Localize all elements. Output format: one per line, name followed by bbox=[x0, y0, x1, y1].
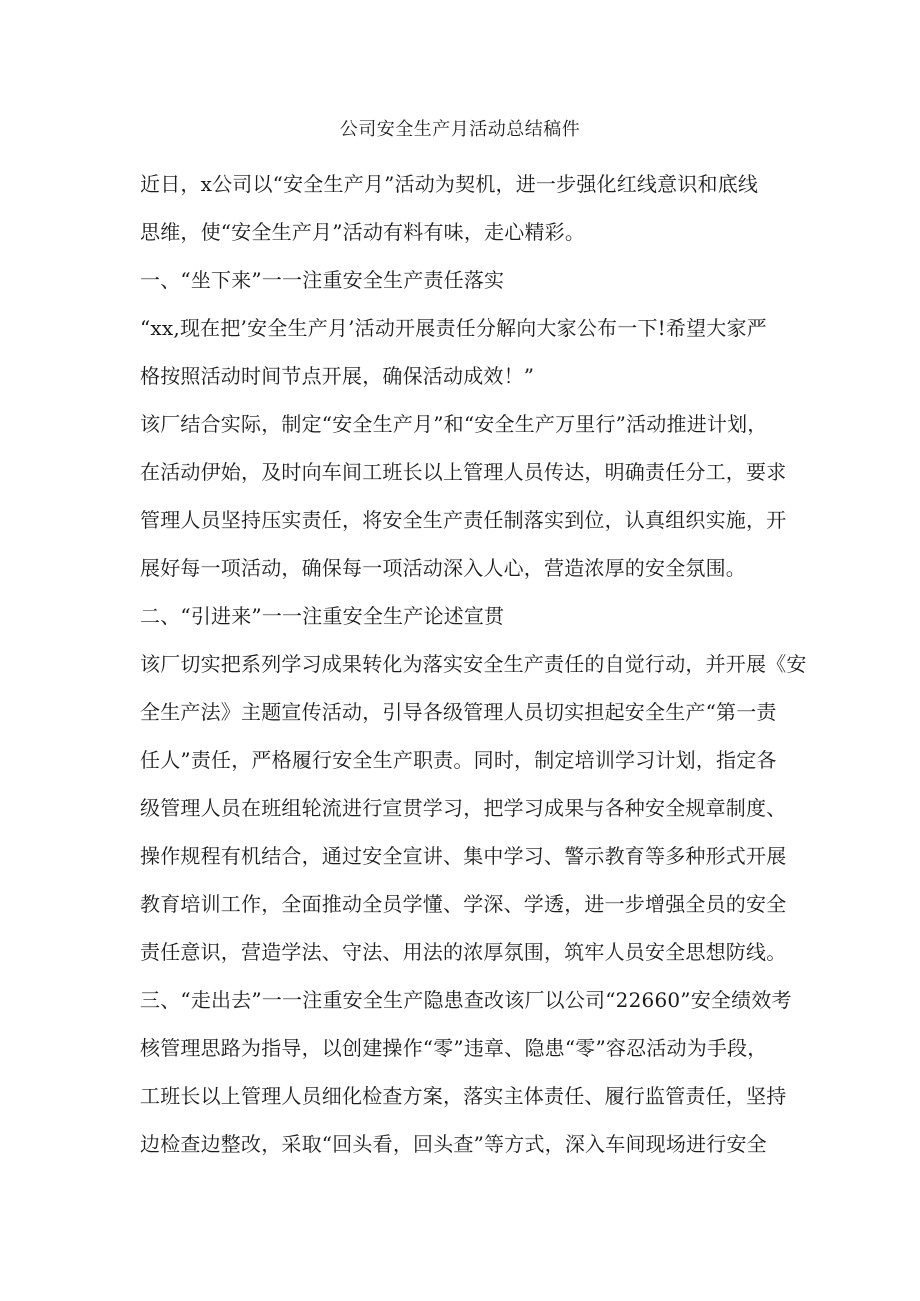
document-body bbox=[140, 160, 807, 1168]
section-heading: 二、“引进来”一一注重安全生产论述宣贯 bbox=[140, 604, 505, 628]
body-line: 操作规程有机结合，通过安全宣讲、集中学习、警示教育等多种形式开展 bbox=[140, 844, 787, 868]
body-line: 边检查边整改，采取“回头看，回头查”等方式，深入车间现场进行安全 bbox=[140, 1132, 767, 1156]
body-line: 工班长以上管理人员细化检查方案，落实主体责任、履行监管责任，坚持 bbox=[140, 1084, 787, 1108]
body-line: 任人”责任，严格履行安全生产职责。同时，制定培训学习计划，指定各 bbox=[140, 748, 777, 772]
body-line: 该厂切实把系列学习成果转化为落实安全生产责任的自觉行动，并开展《安 bbox=[140, 652, 807, 676]
body-line: 责任意识，营造学法、守法、用法的浓厚氛围，筑牢人员安全思想防线。 bbox=[140, 940, 787, 964]
section-heading: 三、“走出去”一一注重安全生产隐患查改该厂以公司“22660”安全绩效考 bbox=[140, 988, 792, 1012]
body-line: 展好每一项活动，确保每一项活动深入人心，营造浓厚的安全氛围。 bbox=[140, 556, 746, 580]
section-heading: 一、“坐下来”一一注重安全生产责任落实 bbox=[140, 268, 505, 292]
body-line: 核管理思路为指导，以创建操作“零”违章、隐患“零”容忍活动为手段， bbox=[140, 1036, 768, 1060]
body-line: 格按照活动时间节点开展，确保活动成效！” bbox=[140, 364, 535, 388]
document-title: 公司安全生产月活动总结稿件 bbox=[339, 119, 581, 140]
body-line: 全生产法》主题宣传活动，引导各级管理人员切实担起安全生产“第一责 bbox=[140, 700, 777, 724]
body-line: 近日，x公司以“安全生产月”活动为契机，进一步强化红线意识和底线 bbox=[140, 172, 759, 196]
body-line: “xx,现在把’安全生产月’活动开展责任分解向大家公布一下!希望大家严 bbox=[140, 316, 767, 340]
body-line: 该厂结合实际，制定“安全生产月”和“安全生产万里行”活动推进计划， bbox=[140, 412, 768, 436]
body-line: 在活动伊始，及时向车间工班长以上管理人员传达，明确责任分工，要求 bbox=[140, 460, 787, 484]
body-line: 思维，使“安全生产月”活动有料有味，走心精彩。 bbox=[140, 220, 586, 244]
body-line: 管理人员坚持压实责任，将安全生产责任制落实到位，认真组织实施，开 bbox=[140, 508, 787, 532]
body-line: 教育培训工作，全面推动全员学懂、学深、学透，进一步增强全员的安全 bbox=[140, 892, 787, 916]
body-line: 级管理人员在班组轮流进行宣贯学习，把学习成果与各种安全规章制度、 bbox=[140, 796, 787, 820]
